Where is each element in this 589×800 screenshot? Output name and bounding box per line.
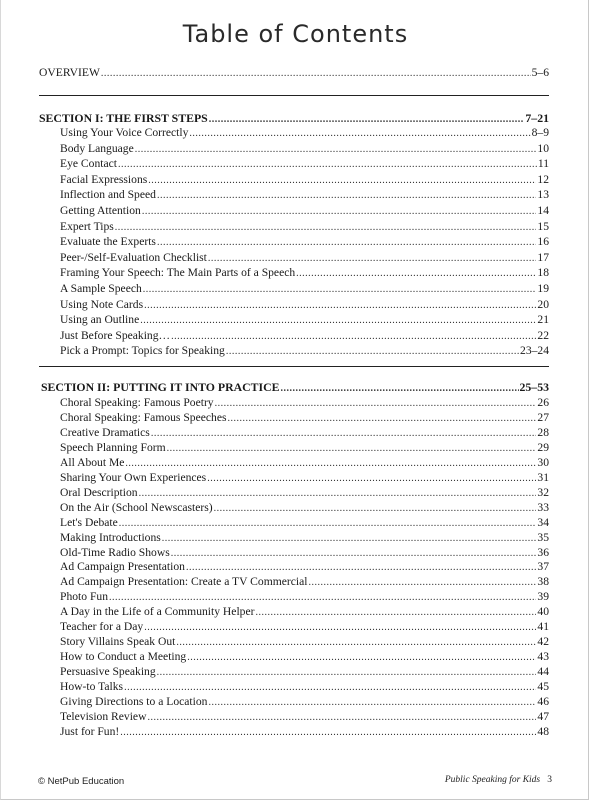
toc-entry-pages: 33 <box>537 500 549 514</box>
toc-entry-label: Speech Planning Form <box>60 440 166 454</box>
toc-entry-pages: 38 <box>537 575 549 589</box>
toc-entry-pages: 30 <box>537 455 549 469</box>
dot-leader <box>124 681 536 694</box>
footer-page-number: 3 <box>547 775 552 785</box>
toc-entry-label: Pick a Prompt: Topics for Speaking <box>60 344 225 358</box>
toc-entry-pages: 14 <box>537 204 549 217</box>
dot-leader <box>167 442 537 455</box>
toc-entry-label: Teacher for a Day <box>60 620 144 634</box>
toc-entry <box>60 329 549 343</box>
toc-entry-label: Inflection and Speed <box>60 188 156 202</box>
dot-leader <box>157 189 536 202</box>
dot-leader <box>296 267 536 280</box>
toc-entry <box>60 605 549 619</box>
dot-leader <box>186 561 536 574</box>
dot-leader <box>214 502 537 515</box>
footer-book-title: Public Speaking for Kids <box>444 775 541 785</box>
toc-entry-pages: 20 <box>537 297 549 311</box>
dot-leader <box>171 547 537 560</box>
footer-publisher: © NetPub Education <box>38 776 125 787</box>
toc-section-header <box>39 111 549 125</box>
toc-entry-label: Choral Speaking: Famous Poetry <box>60 396 214 409</box>
toc-entry-label: Story Villains Speak Out <box>60 635 176 649</box>
toc-entry-pages: 26 <box>537 396 549 409</box>
toc-entry-label: Ad Campaign Presentation <box>60 560 185 574</box>
toc-entry <box>60 635 549 649</box>
dot-leader <box>215 397 537 410</box>
toc-entry-label: How-to Talks <box>60 680 124 694</box>
toc-entry-pages: 35 <box>537 530 549 544</box>
toc-entry <box>60 142 549 156</box>
toc-entry <box>60 516 549 530</box>
toc-entry-pages: 12 <box>537 172 549 186</box>
toc-entry-label: Old-Time Radio Shows <box>60 545 170 559</box>
toc-entry-overview <box>39 66 549 80</box>
dot-leader <box>142 205 537 218</box>
toc-entry-pages: 45 <box>537 680 549 694</box>
dot-leader <box>144 299 536 312</box>
toc-entry-pages: 46 <box>537 695 549 708</box>
toc-entry <box>60 220 549 234</box>
toc-entry-label: Framing Your Speech: The Main Parts of a Speech <box>60 266 296 280</box>
toc-entry-pages: 43 <box>537 650 549 664</box>
toc-entry <box>60 173 549 187</box>
toc-entry <box>60 441 549 455</box>
section-pages: 25–53 <box>519 380 549 394</box>
toc-entry <box>60 665 549 679</box>
dot-leader <box>171 330 536 343</box>
dot-leader <box>148 174 536 187</box>
toc-entry-label: All About Me <box>60 455 125 469</box>
dot-leader <box>208 252 537 265</box>
toc-entry-label: Ad Campaign Presentation: Create a TV Commercial <box>60 575 308 589</box>
dot-leader <box>209 113 525 125</box>
dot-leader <box>227 412 536 425</box>
dot-leader <box>147 711 536 724</box>
toc-entry <box>60 725 549 739</box>
page-title: Table of Contents <box>182 20 409 48</box>
toc-entry-pages: 8–9 <box>531 126 549 139</box>
toc-entry-pages: 32 <box>537 485 549 499</box>
dot-leader <box>176 636 536 649</box>
dot-leader <box>119 517 537 530</box>
toc-entry <box>60 188 549 202</box>
toc-entry-pages: 34 <box>537 515 549 529</box>
dot-leader <box>151 427 537 440</box>
toc-entry-label: Peer-/Self-Evaluation Checklist <box>60 250 207 264</box>
toc-entry-label: Eye Contact <box>60 157 117 171</box>
toc-entry-label: Television Review <box>60 709 147 723</box>
toc-entry <box>60 313 549 327</box>
toc-entry <box>60 695 549 709</box>
dot-leader <box>101 67 531 80</box>
toc-entry-label: Using Your Voice Correctly <box>60 126 189 139</box>
toc-entry-label: Sharing Your Own Experiences <box>60 470 207 484</box>
dot-leader <box>144 621 536 634</box>
dot-leader <box>157 666 537 679</box>
dot-leader <box>226 345 519 358</box>
section-label: SECTION I: THE FIRST STEPS <box>39 111 208 125</box>
dot-leader <box>207 472 536 485</box>
dot-leader <box>281 382 519 394</box>
footer-page-info <box>445 775 552 785</box>
dot-leader <box>120 726 536 739</box>
toc-entry <box>60 298 549 312</box>
dot-leader <box>255 606 536 619</box>
section-divider <box>39 95 549 96</box>
section-label: SECTION II: PUTTING IT INTO PRACTICE <box>41 380 280 394</box>
dot-leader <box>125 457 536 470</box>
toc-entry <box>60 235 549 249</box>
toc-entry-label: Just Before Speaking… <box>60 328 171 342</box>
dot-leader <box>139 487 537 500</box>
toc-entry-pages: 39 <box>537 590 549 604</box>
toc-entry-label: How to Conduct a Meeting <box>60 650 187 664</box>
toc-entry <box>60 344 549 358</box>
toc-entry-label: OVERVIEW <box>39 66 100 79</box>
dot-leader <box>143 283 537 296</box>
toc-entry <box>60 157 549 171</box>
dot-leader <box>309 576 537 589</box>
toc-entry-pages: 48 <box>537 724 549 738</box>
toc-entry-pages: 16 <box>537 235 549 249</box>
toc-entry-label: Using an Outline <box>60 313 140 327</box>
toc-entry <box>60 456 549 470</box>
toc-entry-pages: 19 <box>537 282 549 295</box>
toc-entry-pages: 40 <box>537 605 549 619</box>
toc-entry-label: Just for Fun! <box>60 724 120 738</box>
toc-entry-pages: 36 <box>537 545 549 559</box>
toc-entry <box>60 204 549 218</box>
toc-entry-label: Getting Attention <box>60 204 141 217</box>
toc-entry-pages: 23–24 <box>520 344 549 358</box>
toc-entry-label: Using Note Cards <box>60 297 144 311</box>
dot-leader <box>162 532 537 545</box>
toc-entry-pages: 15 <box>537 219 549 233</box>
toc-entry-pages: 18 <box>537 266 549 280</box>
toc-entry-pages: 31 <box>537 470 549 484</box>
toc-entry <box>60 620 549 634</box>
toc-entry-label: Making Introductions <box>60 530 161 544</box>
toc-entry-pages: 11 <box>537 157 549 171</box>
toc-entry-label: A Day in the Life of a Community Helper <box>60 605 255 619</box>
toc-entry <box>60 126 549 140</box>
toc-entry-pages: 41 <box>537 620 549 634</box>
toc-entry <box>60 426 549 440</box>
toc-entry <box>60 396 549 410</box>
section-pages: 7–21 <box>525 111 549 125</box>
toc-entry-label: Persuasive Speaking <box>60 665 156 679</box>
dot-leader <box>118 158 537 171</box>
toc-entry-pages: 22 <box>537 328 549 342</box>
toc-entry-label: Giving Directions to a Location <box>60 695 208 708</box>
toc-entry-pages: 27 <box>537 410 549 424</box>
toc-entry-label: Evaluate the Experts <box>60 235 156 249</box>
toc-entry <box>60 471 549 485</box>
toc-entry-pages: 10 <box>537 141 549 155</box>
toc-entry <box>60 575 549 589</box>
toc-entry-label: On the Air (School Newscasters) <box>60 500 213 514</box>
dot-leader <box>140 314 536 327</box>
toc-entry <box>60 266 549 280</box>
toc-entry-label: Expert Tips <box>60 219 114 233</box>
dot-leader <box>157 236 536 249</box>
toc-entry-label: A Sample Speech <box>60 282 142 295</box>
toc-entry-pages: 44 <box>537 665 549 679</box>
toc-entry-label: Oral Description <box>60 485 138 499</box>
toc-entry-pages: 42 <box>537 635 549 649</box>
dot-leader <box>208 696 536 709</box>
toc-entry-label: Choral Speaking: Famous Speeches <box>60 410 227 424</box>
section-divider <box>39 366 549 367</box>
dot-leader <box>187 651 536 664</box>
toc-entry-pages: 17 <box>537 250 549 264</box>
toc-entry <box>60 546 549 560</box>
dot-leader <box>109 591 536 604</box>
toc-entry-label: Creative Dramatics <box>60 425 150 439</box>
toc-entry <box>60 411 549 425</box>
toc-entry-pages: 13 <box>537 188 549 202</box>
dot-leader <box>135 143 537 156</box>
toc-entry-pages: 5–6 <box>531 66 549 79</box>
toc-entry <box>60 251 549 265</box>
toc-entry <box>60 501 549 515</box>
toc-entry-label: Let's Debate <box>60 515 118 529</box>
toc-entry-pages: 29 <box>537 440 549 454</box>
toc-entry-pages: 47 <box>537 709 549 723</box>
toc-entry <box>60 590 549 604</box>
toc-entry <box>60 650 549 664</box>
toc-entry <box>60 710 549 724</box>
toc-entry-pages: 21 <box>537 313 549 327</box>
toc-entry-pages: 37 <box>537 560 549 574</box>
dot-leader <box>115 221 537 234</box>
toc-entry-label: Photo Fun <box>60 590 108 604</box>
toc-entry <box>60 282 549 296</box>
toc-entry-label: Body Language <box>60 141 134 155</box>
toc-entry <box>60 680 549 694</box>
toc-entry <box>60 486 549 500</box>
toc-entry-label: Facial Expressions <box>60 172 148 186</box>
toc-entry-pages: 28 <box>537 425 549 439</box>
toc-entry <box>60 560 549 574</box>
toc-section-header <box>41 380 549 394</box>
dot-leader <box>189 127 530 140</box>
toc-entry <box>60 531 549 545</box>
